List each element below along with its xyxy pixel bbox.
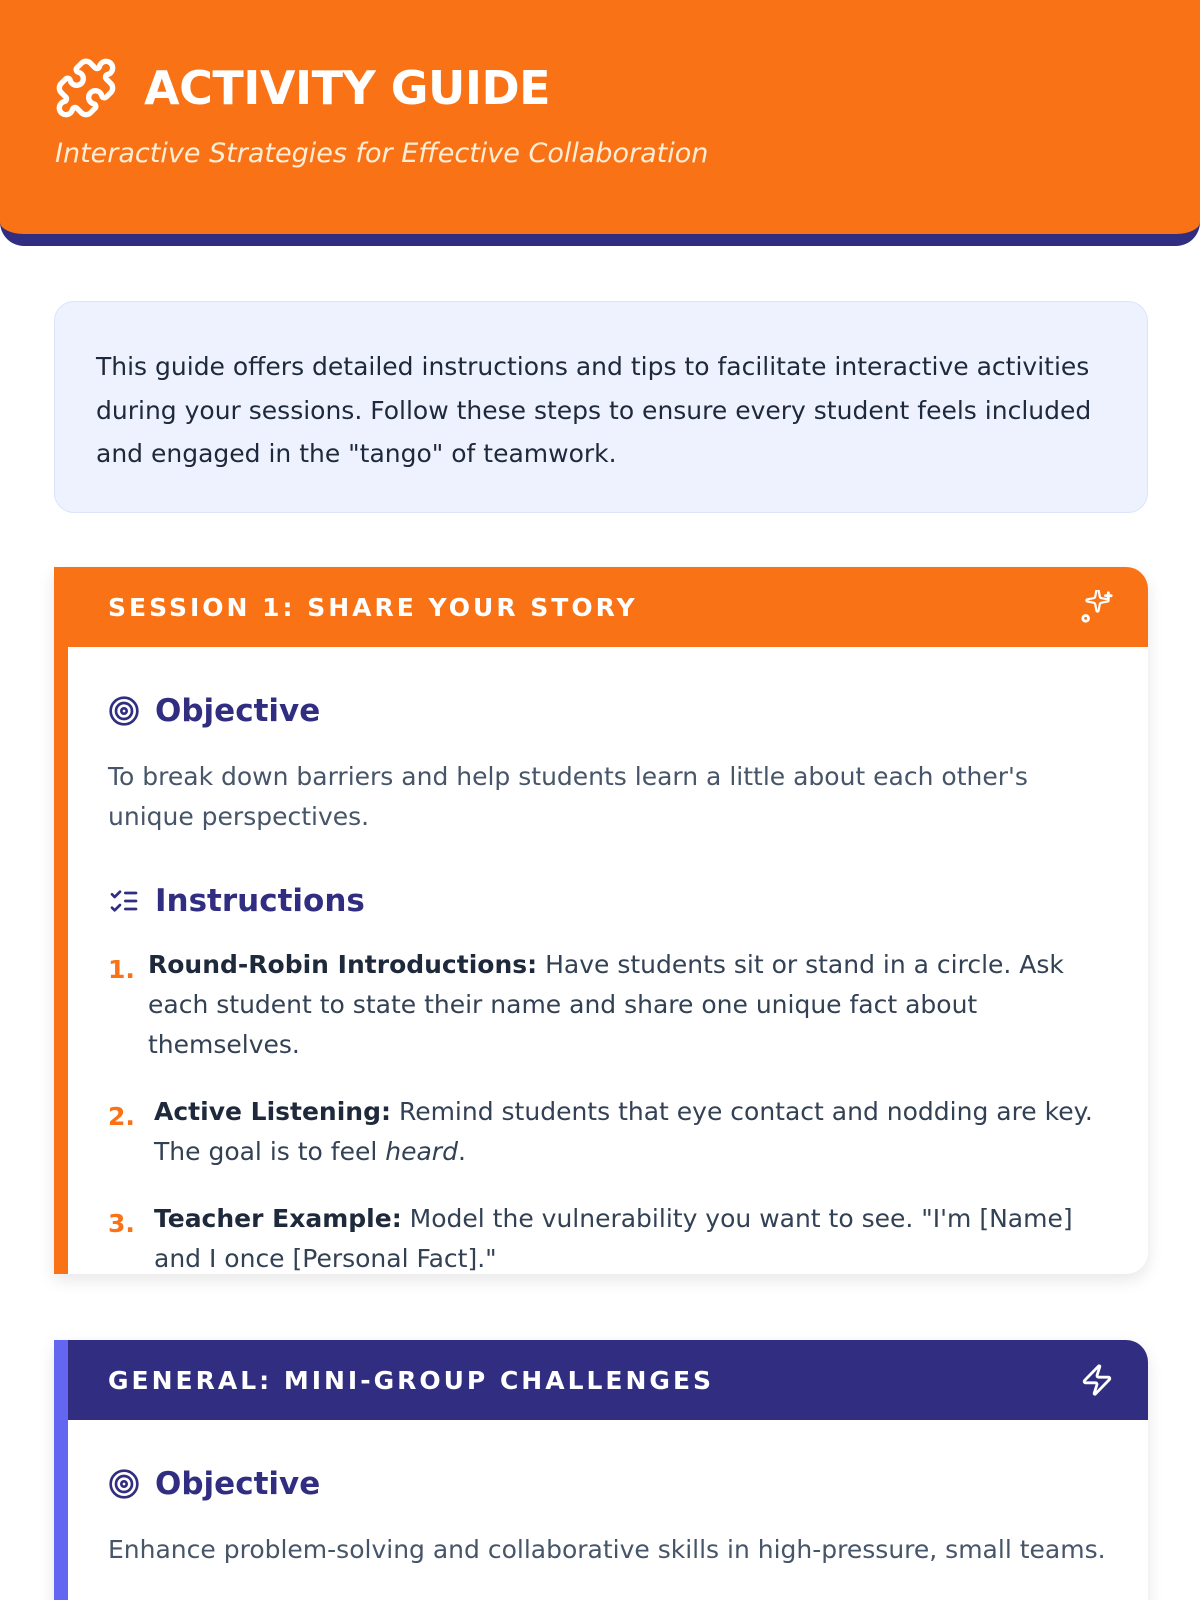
step-content [154,1199,1108,1274]
step-text-after: . [457,1137,466,1166]
step-text: Have students sit or stand in a circle. Ask each student to state their name and share one unique fact about themselves. [148,950,1064,1059]
target-icon [108,1468,140,1500]
target-icon [108,695,140,727]
step-content [148,945,1108,1065]
list-item [108,1199,1108,1274]
session-card-mini-group-challenges [54,1340,1148,1600]
objective-text: Enhance problem-solving and collaborative skills in high-pressure, small teams. [108,1535,1106,1564]
step-number: 2. [108,1102,135,1131]
step-number: 1. [108,955,135,984]
step-content [154,1092,1108,1172]
step-label: Round-Robin Introductions: [148,950,538,979]
list-item [108,1092,1108,1172]
list-item [108,945,1108,1065]
sparkles-icon [1080,590,1114,624]
objective-heading [108,691,1108,731]
step-emphasis: heard [385,1137,458,1166]
instructions-heading-label: Instructions [155,883,365,919]
step-label: Teacher Example: [154,1204,402,1233]
session-card-share-your-story [54,567,1148,1274]
step-text: Remind students that eye contact and nodding are key. The goal is to feel [154,1097,1093,1166]
session-card-title: SESSION 1: SHARE YOUR STORY [108,592,638,622]
instruction-steps [108,945,1108,1274]
objective-heading-label: Objective [155,693,321,729]
session-card-header [54,1340,1148,1420]
header-title-row [54,56,550,120]
header-banner [0,0,1200,246]
session-card-body [68,1464,1148,1570]
instructions-heading [108,881,1108,921]
page-title: ACTIVITY GUIDE [144,61,551,115]
session-card-title: GENERAL: MINI-GROUP CHALLENGES [108,1365,715,1395]
intro-box [54,301,1148,513]
step-label: Active Listening: [154,1097,391,1126]
intro-text: This guide offers detailed instructions and tips to facilitate interactive activities during your sessions. Follow these steps to ensure every student feels included and engaged in the "tango" of teamwork. [96,352,1092,468]
lightning-icon [1080,1363,1114,1397]
objective-heading [108,1464,1108,1504]
session-card-header [54,567,1148,647]
step-number: 3. [108,1209,135,1238]
step-text: Model the vulnerability you want to see. "I'm [Name] and I once [Personal Fact]." [154,1204,1073,1273]
puzzle-icon [54,56,118,120]
session-card-body [68,691,1148,1274]
checklist-icon [108,885,140,917]
page-subtitle: Interactive Strategies for Effective Collaboration [55,138,709,169]
objective-heading-label: Objective [155,1466,321,1502]
objective-text: To break down barriers and help students learn a little about each other's unique perspectives. [108,762,1028,831]
